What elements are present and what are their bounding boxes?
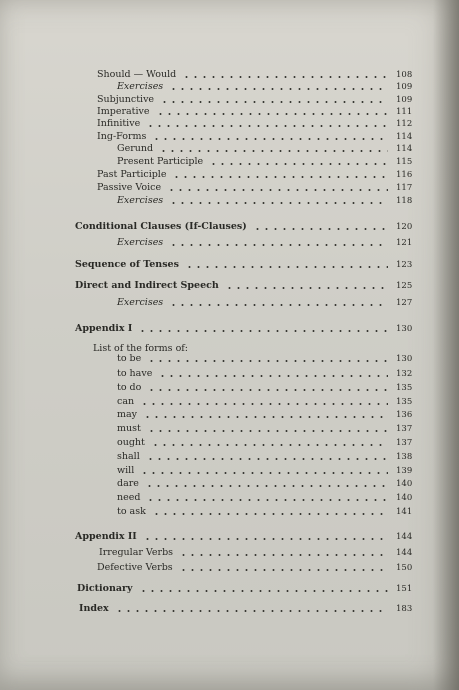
toc-entry: [0, 367, 459, 381]
toc-entry: [0, 117, 459, 131]
toc-entry-title: need: [117, 492, 141, 503]
toc-page-number: 116: [396, 170, 413, 180]
toc-entry-title: Dictionary: [77, 583, 133, 594]
toc-entry-title: Past Participle: [97, 169, 167, 180]
toc-entry: [0, 80, 459, 94]
toc-entry: [0, 408, 459, 422]
toc-entry-title: Appendix I: [75, 323, 133, 334]
toc-entry-title: may: [117, 409, 138, 420]
dot-leader: [169, 202, 388, 204]
toc-page-number: 135: [396, 397, 413, 407]
toc-entry-title: Passive Voice: [97, 182, 162, 193]
toc-entry: [0, 477, 459, 491]
toc-entry: [0, 546, 459, 560]
toc-page-number: 130: [396, 354, 413, 364]
dot-leader: [146, 125, 388, 127]
dot-leader: [115, 610, 388, 612]
toc-page-number: 141: [396, 507, 413, 517]
toc-entry: [0, 194, 459, 208]
dot-leader: [185, 266, 388, 268]
toc-page-number: 183: [396, 604, 413, 614]
toc-page-number: 109: [396, 82, 413, 92]
toc-page-number: 123: [396, 260, 413, 270]
toc-page-number: 121: [396, 238, 413, 248]
dot-leader: [158, 375, 388, 377]
toc-page-number: 120: [396, 222, 413, 232]
toc-entry-title: Index: [79, 603, 109, 614]
toc-page-number: 144: [396, 532, 413, 542]
toc-page-number: 111: [396, 107, 413, 117]
dot-leader: [140, 472, 388, 474]
toc-page-number: 115: [396, 157, 413, 167]
toc-page-number: 135: [396, 383, 413, 393]
toc-page-number: 137: [396, 424, 413, 434]
toc-entry: [0, 181, 459, 195]
toc-page-number: 114: [396, 144, 413, 154]
toc-page-number: 117: [396, 183, 413, 193]
dot-leader: [145, 485, 388, 487]
toc-entry: [0, 395, 459, 409]
toc-entry-title: ought: [117, 437, 145, 448]
toc-entry: [0, 168, 459, 182]
toc-page-number: 127: [396, 298, 413, 308]
dot-leader: [152, 138, 388, 140]
toc-entry-title: will: [117, 465, 135, 476]
dot-leader: [167, 189, 388, 191]
toc-entry-title: Sequence of Tenses: [75, 259, 179, 270]
toc-entry-title: to ask: [117, 506, 146, 517]
dot-leader: [143, 416, 388, 418]
dot-leader: [146, 458, 388, 460]
toc-entry: [0, 422, 459, 436]
dot-leader: [138, 330, 388, 332]
toc-entry: [0, 279, 459, 293]
toc-entry-title: Exercises: [117, 195, 164, 206]
dot-leader: [147, 430, 388, 432]
toc-entry: [0, 381, 459, 395]
toc-entry: [0, 258, 459, 272]
toc-entry-title: to be: [117, 353, 142, 364]
toc-page-number: 109: [396, 95, 413, 105]
toc-page-number: 125: [396, 281, 413, 291]
toc-entry: [0, 530, 459, 544]
dot-leader: [172, 176, 388, 178]
toc-page-number: 144: [396, 548, 413, 558]
dot-leader: [225, 287, 388, 289]
dot-leader: [179, 554, 388, 556]
dot-leader: [169, 304, 388, 306]
dot-leader: [151, 444, 388, 446]
toc-entry-title: Exercises: [117, 237, 164, 248]
toc-entry: [0, 236, 459, 250]
toc-entry: [0, 220, 459, 234]
toc-entry-title: Subjunctive: [97, 94, 155, 105]
toc-entry: [0, 296, 459, 310]
toc-entry: [0, 155, 459, 169]
toc-entry-title: Should — Would: [97, 69, 177, 80]
dot-leader: [147, 389, 388, 391]
dot-leader: [139, 590, 388, 592]
toc-entry-title: Present Participle: [117, 156, 204, 167]
toc-entry-title: List of the forms of:: [93, 343, 189, 354]
toc-page-number: 108: [396, 70, 413, 80]
toc-entry-title: Conditional Clauses (If-Clauses): [75, 221, 247, 232]
toc-entry: [0, 352, 459, 366]
toc-page-number: 151: [396, 584, 413, 594]
dot-leader: [143, 538, 388, 540]
toc-entry-title: Gerund: [117, 143, 154, 154]
toc-page-number: 139: [396, 466, 413, 476]
toc-page-number: 114: [396, 132, 413, 142]
toc-entry-title: shall: [117, 451, 140, 462]
toc-entry-title: must: [117, 423, 141, 434]
dot-leader: [169, 88, 388, 90]
toc-page-number: 137: [396, 438, 413, 448]
dot-leader: [160, 101, 388, 103]
toc-entry: [0, 322, 459, 336]
toc-entry: [0, 142, 459, 156]
dot-leader: [152, 513, 388, 515]
toc-entry: [0, 505, 459, 519]
dot-leader: [179, 569, 388, 571]
dot-leader: [169, 244, 388, 246]
toc-page-number: 130: [396, 324, 413, 334]
toc-page-number: 112: [396, 119, 413, 129]
dot-leader: [253, 228, 388, 230]
toc-page-number: 118: [396, 196, 413, 206]
toc-page-number: 150: [396, 563, 413, 573]
toc-entry-title: Ing-Forms: [97, 131, 147, 142]
toc-entry-title: can: [117, 396, 135, 407]
dot-leader: [209, 163, 388, 165]
toc-entry: [0, 582, 459, 596]
toc-entry-title: to have: [117, 368, 153, 379]
toc-page-number: 140: [396, 479, 413, 489]
toc-entry-title: Direct and Indirect Speech: [75, 280, 219, 291]
toc-entry: [0, 436, 459, 450]
toc-page-number: 138: [396, 452, 413, 462]
dot-leader: [147, 360, 388, 362]
toc-entry-title: Infinitive: [97, 118, 141, 129]
dot-leader: [146, 499, 388, 501]
dot-leader: [159, 150, 388, 152]
toc-entry-title: dare: [117, 478, 139, 489]
toc-entry: [0, 602, 459, 616]
toc-entry-title: Imperative: [97, 106, 150, 117]
toc-entry-title: Exercises: [117, 81, 164, 92]
toc-entry: [0, 491, 459, 505]
toc-entry-title: Exercises: [117, 297, 164, 308]
toc-entry-title: Appendix II: [75, 531, 137, 542]
dot-leader: [140, 403, 388, 405]
toc-entry: [0, 464, 459, 478]
toc-entry: [0, 450, 459, 464]
toc-page-number: 132: [396, 369, 413, 379]
toc-entry-title: Defective Verbs: [97, 562, 173, 573]
toc-entry-title: to do: [117, 382, 142, 393]
dot-leader: [182, 76, 388, 78]
toc-page-number: 140: [396, 493, 413, 503]
toc-entry-title: Irregular Verbs: [99, 547, 174, 558]
dot-leader: [156, 113, 388, 115]
toc-page-number: 136: [396, 410, 413, 420]
toc-entry: [0, 561, 459, 575]
